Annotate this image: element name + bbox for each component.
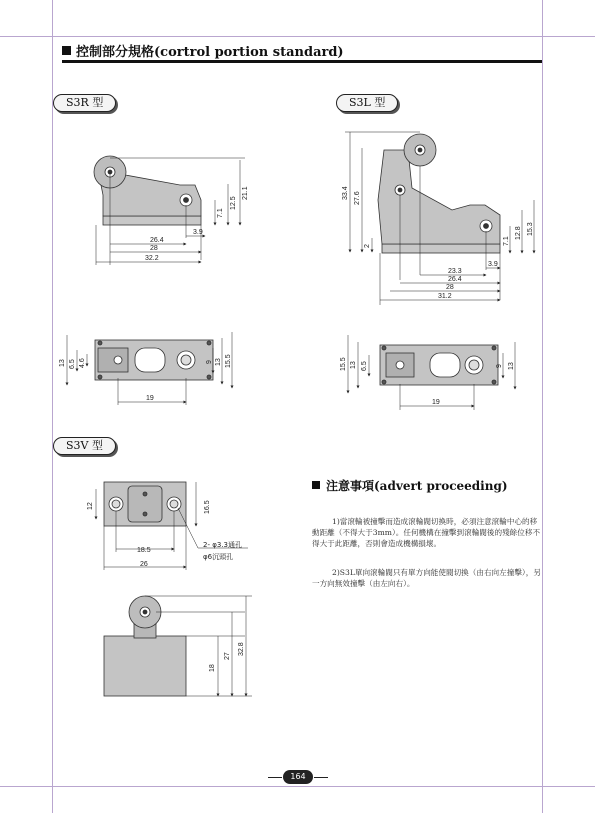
dim-label: 13	[508, 362, 515, 370]
dim-label: 26.4	[150, 237, 164, 244]
dim-label: 19	[432, 399, 440, 406]
dim-label: 12.8	[515, 226, 522, 240]
note-1: 1)當滾輪被撞擊而造成滾輪閥切換時，必須注意滾輪中心的移動距離（不得大于3mm）。任何機構在撞擊到滾輪閥後的殘餘位移不得大于此距離，否則會造成機構損壞。	[312, 517, 541, 548]
s3v-front-labels	[209, 642, 245, 672]
note-2: 2)S3L單向滾輪閥只有單方向能使閥切換（由右向左撞擊），另一方向無效撞擊（由左向右）。	[312, 568, 541, 588]
s3l-bottom-view	[380, 345, 498, 385]
dim-label: 15.5	[225, 354, 232, 368]
section-title-text: 控制部分規格(cortrol portion standard)	[76, 45, 344, 60]
dim-label: 13	[350, 361, 357, 369]
dim-label: 15.5	[340, 357, 347, 371]
dim-label: 26.4	[448, 276, 462, 283]
s3v-front-view	[104, 596, 186, 696]
dim-label: 13	[59, 359, 66, 367]
dim-label: 7.1	[503, 236, 510, 246]
hole-note-line2: φ6沉頭孔	[203, 553, 234, 561]
dim-label: 13	[215, 358, 222, 366]
hole-note-line1: 2- φ3.3通孔	[203, 541, 242, 549]
dim-label: 6.5	[361, 361, 368, 371]
dim-label: 27.6	[354, 191, 361, 205]
notes-title-text: 注意事項(advert proceeding)	[326, 479, 508, 493]
dim-label: 12	[87, 502, 94, 510]
dim-label: 6.5	[69, 359, 76, 369]
dim-label: 7.1	[217, 208, 224, 218]
dim-label: 3.9	[488, 261, 498, 268]
dim-label: 18.5	[137, 547, 151, 554]
dim-label: 28	[446, 284, 454, 291]
dim-label: 32.2	[145, 255, 159, 262]
s3l-side-view	[378, 134, 500, 253]
page-number: 164	[283, 770, 313, 784]
s3v-top-view	[104, 482, 186, 526]
dim-label: 27	[224, 652, 231, 660]
dim-label: 19	[146, 395, 154, 402]
dim-label: 15.3	[527, 222, 534, 236]
dim-label: 9	[206, 360, 213, 364]
dim-label: 3.9	[193, 229, 203, 236]
dim-label: 2	[364, 244, 371, 248]
badge-s3r: S3R 型	[53, 94, 116, 112]
dim-label: 31.2	[438, 293, 452, 300]
notes-title	[312, 477, 508, 494]
dim-label: 12.5	[230, 196, 237, 210]
dim-label: 18	[209, 664, 216, 672]
dim-label: 33.4	[342, 186, 349, 200]
dim-label: 21.1	[242, 186, 249, 200]
dim-label: 4.6	[79, 358, 86, 368]
dim-label: 32.8	[238, 642, 245, 656]
dim-label: 9	[496, 364, 503, 368]
badge-s3l: S3L 型	[336, 94, 398, 112]
badge-s3v: S3V 型	[53, 437, 116, 455]
square-bullet-icon	[312, 481, 320, 489]
page-number-rule-right	[314, 777, 328, 778]
s3r-bottom-view	[95, 340, 213, 380]
dim-label: 26	[140, 561, 148, 568]
dim-label: 23.3	[448, 268, 462, 275]
page-number-rule-left	[268, 777, 282, 778]
dim-label: 16.5	[204, 500, 211, 514]
dim-label: 28	[150, 245, 158, 252]
